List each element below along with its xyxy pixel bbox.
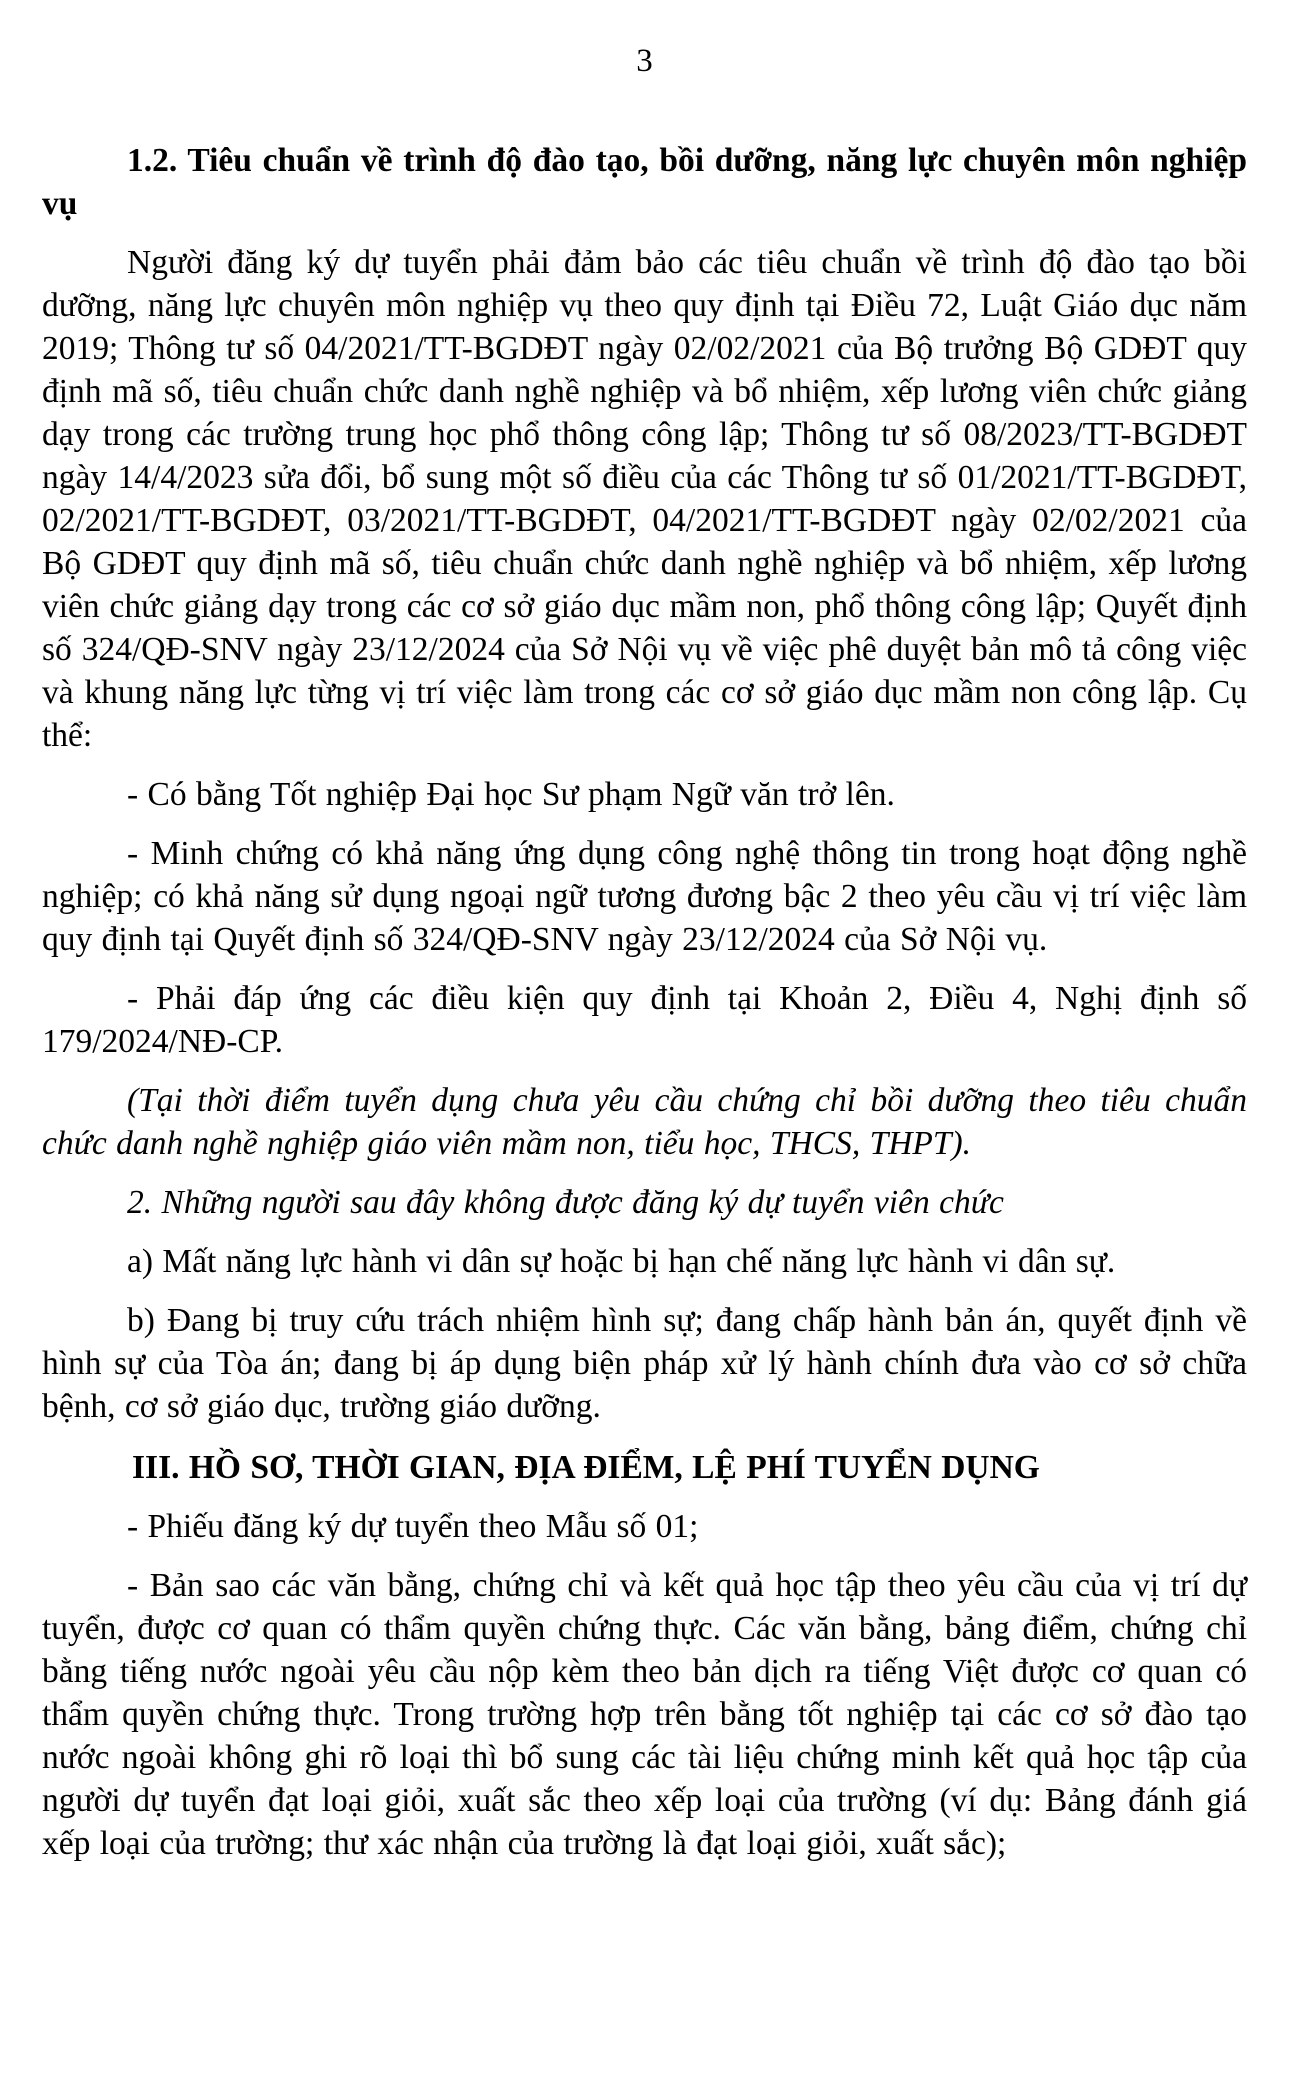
list-item-degree-requirement: - Có bằng Tốt nghiệp Đại học Sư phạm Ngữ văn trở lên. [127,776,895,813]
heading-training-standards: 1.2. Tiêu chuẩn về trình độ đào tạo, bồi dưỡng, năng lực chuyên môn nghiệp vụ [42,142,1247,222]
list-item-application-form: - Phiếu đăng ký dự tuyển theo Mẫu số 01; [127,1508,699,1545]
list-item-a-civil-capacity: a) Mất năng lực hành vi dân sự hoặc bị hạn chế năng lực hành vi dân sự. [127,1243,1116,1280]
list-item-b-criminal-liability: b) Đang bị truy cứu trách nhiệm hình sự; đang chấp hành bản án, quyết định về hình sự của Tòa án; đang bị áp dụng biện pháp xử lý hành chính đưa vào cơ sở chữa bệnh, cơ sở giáo dục, trường giáo dưỡng. [42,1302,1247,1425]
heading-dossier-time-location-fee: III. HỒ SƠ, THỜI GIAN, ĐỊA ĐIỂM, LỆ PHÍ TUYỂN DỤNG [132,1449,1040,1486]
list-item-it-language-requirement: - Minh chứng có khả năng ứng dụng công nghệ thông tin trong hoạt động nghề nghiệp; có khả năng sử dụng ngoại ngữ tương đương bậc 2 theo yêu cầu vị trí việc làm quy định tại Quyết định số 324/QĐ-SNV ngày 23/12/2024 của Sở Nội vụ. [42,835,1247,958]
heading-ineligible-applicants: 2. Những người sau đây không được đăng ký dự tuyển viên chức [127,1184,1004,1221]
note-certificate-exemption: (Tại thời điểm tuyển dụng chưa yêu cầu chứng chỉ bồi dưỡng theo tiêu chuẩn chức danh nghề nghiệp giáo viên mầm non, tiểu học, THCS, THPT). [42,1082,1247,1162]
list-item-decree-conditions: - Phải đáp ứng các điều kiện quy định tại Khoản 2, Điều 4, Nghị định số 179/2024/NĐ-CP. [42,980,1247,1060]
list-item-certified-copies: - Bản sao các văn bằng, chứng chỉ và kết quả học tập theo yêu cầu của vị trí dự tuyển, được cơ quan có thẩm quyền chứng thực. Các văn bằng, bảng điểm, chứng chỉ bằng tiếng nước ngoài yêu cầu nộp kèm theo bản dịch ra tiếng Việt được cơ quan có thẩm quyền chứng thực. Trong trường hợp trên bằng tốt nghiệp tại các cơ sở đào tạo nước ngoài không ghi rõ loại thì bổ sung các tài liệu chứng minh kết quả học tập của người dự tuyển đạt loại giỏi, xuất sắc theo xếp loại của trường (ví dụ: Bảng đánh giá xếp loại của trường; thư xác nhận của trường là đạt loại giỏi, xuất sắc); [42,1567,1247,1862]
page-number: 3 [636,43,653,79]
paragraph-standards-regulations: Người đăng ký dự tuyển phải đảm bảo các tiêu chuẩn về trình độ đào tạo bồi dưỡng, năng lực chuyên môn nghiệp vụ theo quy định tại Điều 72, Luật Giáo dục năm 2019; Thông tư số 04/2021/TT-BGDĐT ngày 02/02/2021 của Bộ trưởng Bộ GDĐT quy định mã số, tiêu chuẩn chức danh nghề nghiệp và bổ nhiệm, xếp lương viên chức giảng dạy trong các trường trung học phổ thông công lập; Thông tư số 08/2023/TT-BGDĐT ngày 14/4/2023 sửa đổi, bổ sung một số điều của các Thông tư số 01/2021/TT-BGDĐT, 02/2021/TT-BGDĐT, 03/2021/TT-BGDĐT, 04/2021/TT-BGDĐT ngày 02/02/2021 của Bộ GDĐT quy định mã số, tiêu chuẩn chức danh nghề nghiệp và bổ nhiệm, xếp lương viên chức giảng dạy trong các cơ sở giáo dục mầm non, phổ thông công lập; Quyết định số 324/QĐ-SNV ngày 23/12/2024 của Sở Nội vụ về việc phê duyệt bản mô tả công việc và khung năng lực từng vị trí việc làm trong các cơ sở giáo dục mầm non công lập. Cụ thể: [42,244,1247,754]
